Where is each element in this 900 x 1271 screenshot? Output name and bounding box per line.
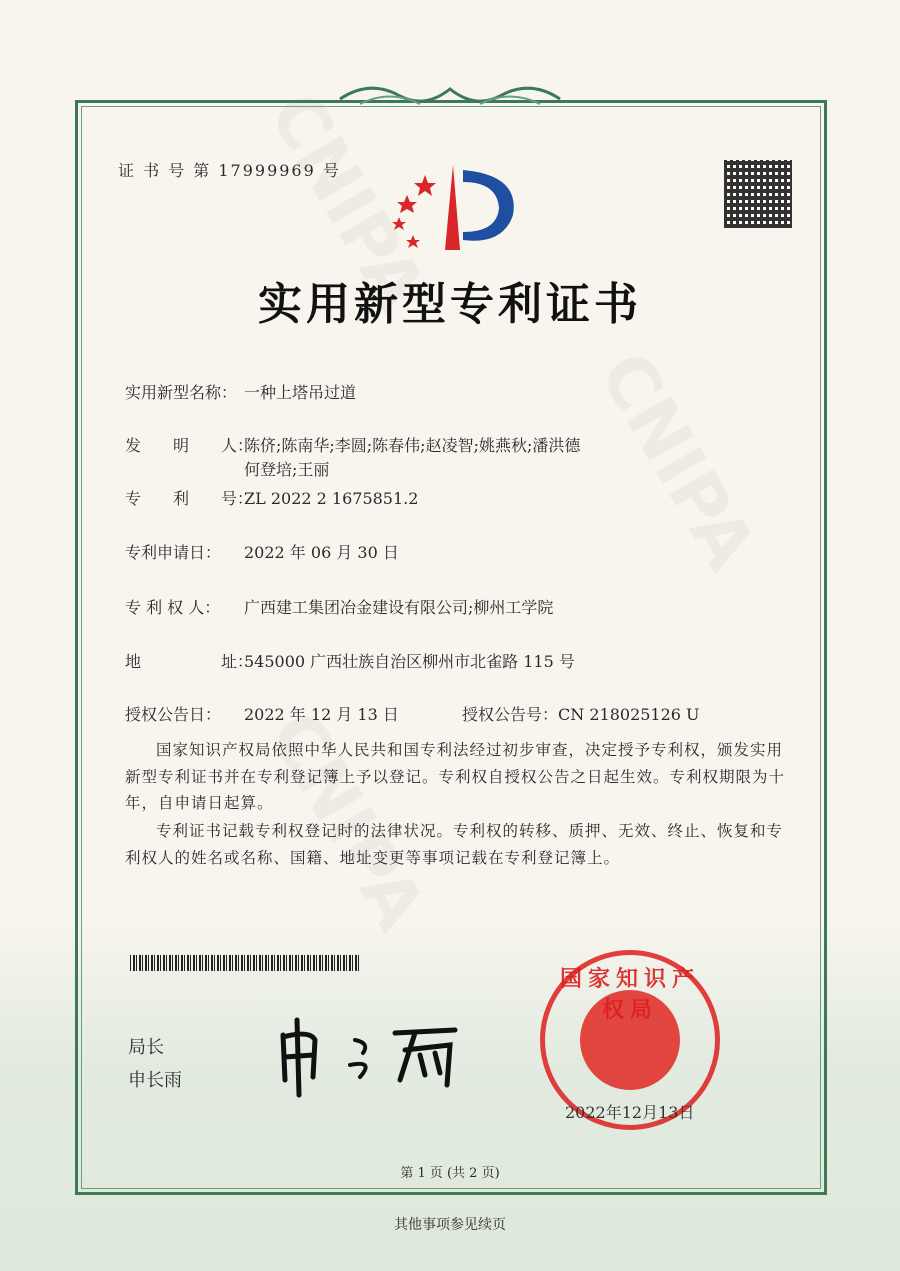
qr-code [724, 160, 792, 228]
cnipa-logo [385, 160, 520, 255]
certificate-number: 证 书 号 第 17999969 号 [118, 161, 341, 180]
barcode [130, 955, 360, 971]
paragraph-grant: 国家知识产权局依照中华人民共和国专利法经过初步审查，决定授予专利权，颁发实用新型专利证书并在专利登记簿上予以登记。专利权自授权公告之日起生效。专利权期限为十年，自申请日起算。 [125, 741, 786, 812]
field-patentee: 专 利 权 人： 广西建工集团冶金建设有限公司;柳州工学院 [125, 598, 554, 617]
field-address: 地 址：545000 广西壮族自治区柳州市北雀路 115 号 [125, 652, 575, 671]
field-announcement-number: 授权公告号：CN 218025126 U [462, 705, 700, 724]
seal-text: 国家知识产权局 [559, 966, 700, 1023]
paragraph-legal-status: 专利证书记载专利权登记时的法律状况。专利权的转移、质押、无效、终止、恢复和专利权人的姓名或名称、国籍、地址变更等事项记载在专利登记簿上。 [125, 822, 784, 867]
page-info: 第 1 页 (共 2 页) [400, 1166, 500, 1181]
seal-date: 2022年12月13日 [565, 1103, 695, 1122]
field-grant-date: 授权公告日： 2022 年 12 月 13 日 [125, 705, 399, 724]
field-inventors: 发 明 人：陈侪;陈南华;李圆;陈春伟;赵凌智;姚燕秋;潘洪德 [125, 436, 581, 455]
signatory-title: 局长 [128, 1037, 164, 1058]
field-utility-model-name: 实用新型名称： 一种上塔吊过道 [125, 383, 357, 402]
signature [275, 1015, 465, 1100]
field-filing-date: 专利申请日： 2022 年 06 月 30 日 [125, 543, 399, 562]
signatory-name: 申长雨 [128, 1070, 182, 1091]
certificate-title: 实用新型专利证书 [258, 279, 642, 330]
continuation-note: 其他事项参见续页 [394, 1217, 506, 1233]
field-patent-number: 专 利 号：ZL 2022 2 1675851.2 [125, 489, 419, 508]
ornament-top [330, 74, 570, 114]
field-inventors-cont: 何登培;王丽 [244, 460, 330, 479]
